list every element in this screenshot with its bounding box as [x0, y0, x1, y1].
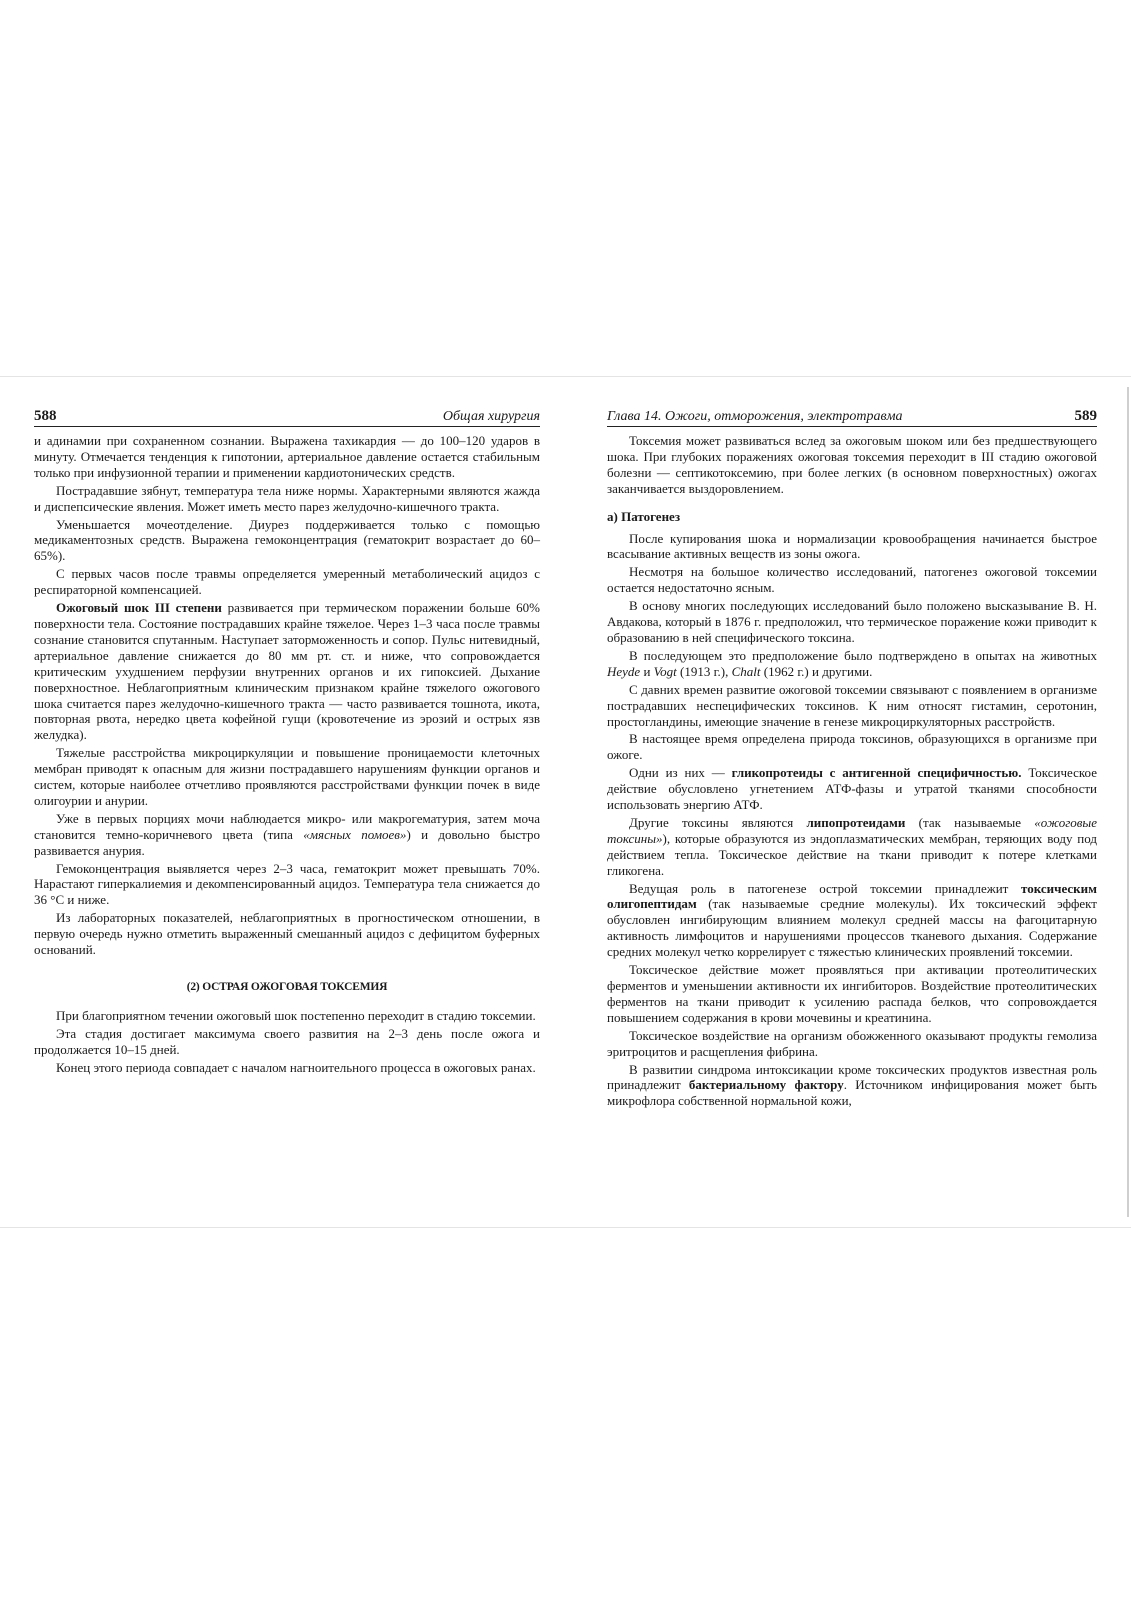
paragraph: Уже в первых порциях мочи наблюдается микро- или макрогематурия, затем моча становится темно-коричневого цвета (типа «мясных помоев») и довольно быстро развивается анурия. [34, 810, 540, 858]
bold-term: липопротеидами [806, 814, 906, 830]
bold-term: гликопротеиды с антигенной специфичностью. [731, 765, 1022, 781]
subheading: а) Патогенез [607, 508, 681, 524]
right-running-head [607, 405, 1097, 427]
bold-term: токсическим олигопептидам [607, 880, 1097, 912]
paragraph: С первых часов после травмы определяется умеренный метаболический ацидоз с респираторной компенсацией. [34, 566, 540, 598]
right-page-number: 589 [1074, 408, 1097, 424]
paragraph: В последующем это предположение было подтверждено в опытах на животных Heyde и Vogt (1913 г.), Chalt (1962 г.) и другими. [607, 647, 1097, 679]
left-running-title: Общая хирургия [442, 409, 540, 424]
paragraph: Токсическое воздействие на организм обожженного оказывают продукты гемолиза эритроцитов и расщепления фибрина. [607, 1027, 1097, 1059]
paragraph: После купирования шока и нормализации кровообращения начинается быстрое всасывание активных веществ из зоны ожога. [607, 530, 1097, 562]
italic-term: «мясных помоев» [303, 826, 407, 842]
paragraph: С давних времен развитие ожоговой токсемии связывают с появлением в организме пострадавших неспецифических токсинов. К ним относят гистамин, серотонин, простогландины, имеющие значение в генезе микроциркуляторных расстройств. [607, 681, 1097, 729]
left-page [34, 405, 540, 1078]
left-running-head [34, 405, 540, 427]
bold-term: Ожоговый шок III степени [56, 600, 222, 616]
page-edge [1127, 387, 1129, 1217]
paragraph: Эта стадия достигает максимума своего развития на 2–3 день после ожога и продолжается 10–15 дней. [34, 1025, 540, 1057]
paragraph: Ведущая роль в патогенезе острой токсемии принадлежит токсическим олигопептидам (так называемые средние молекулы). Их токсический эффект обусловлен ингибирующим влиянием молекул средней массы на фагоцитарную активность лимфоцитов и нарушениями процессов тканевого дыхания. Содержание средних молекул четко коррелирует с тяжестью клинических проявлений токсемии. [607, 880, 1097, 960]
paragraph: Несмотря на большое количество исследований, патогенез ожоговой токсемии остается недостаточно ясным. [607, 564, 1097, 596]
paragraph: При благоприятном течении ожоговый шок постепенно переходит в стадию токсемии. [56, 1007, 536, 1023]
paragraph: В развитии синдрома интоксикации кроме токсических продуктов известная роль принадлежит бактериальному фактору. Источником инфицирования может быть микрофлора собственной нормальной кожи, [607, 1061, 1097, 1109]
right-page [607, 405, 1097, 1111]
paragraph: Пострадавшие зябнут, температура тела ниже нормы. Характерными являются жажда и диспепсические явления. Может иметь место парез желудочно-кишечного тракта. [34, 482, 540, 514]
left-page-number: 588 [34, 408, 57, 424]
left-page-body [34, 433, 540, 1076]
italic-term: Chalt [731, 663, 761, 679]
book-spread [0, 376, 1131, 1228]
paragraph: В настоящее время определена природа токсинов, образующихся в организме при ожоге. [607, 731, 1097, 763]
paragraph: Токсическое действие может проявляться при активации протеолитических ферментов и уменьшении активности их ингибиторов. Воздействие протеолитических ферментов на ткани приводит к усилению распада белков, что сопровождается повышением содержания в крови мочевины и креатинина. [607, 962, 1097, 1025]
paragraph: Гемоконцентрация выявляется через 2–3 часа, гематокрит может превышать 70%. Нарастают гиперкалиемия и декомпенсированный ацидоз. Температура тела снижается до 36 °С и ниже. [34, 860, 540, 908]
section-heading: (2) ОСТРАЯ ОЖОГОВАЯ ТОКСЕМИЯ [186, 981, 388, 993]
paragraph: Токсемия может развиваться вслед за ожоговым шоком или без предшествующего шока. При глубоких поражениях ожоговая токсемия переходит в III стадию ожоговой болезни — септикотоксемию, при более легких (в основном поверхностных) ожогах заканчивается выздоровлением. [607, 433, 1097, 496]
paragraph: Одни из них — гликопротеиды с антигенной специфичностью. Токсическое действие обусловлено угнетением АТФ-фазы и утратой тканями способности использовать энергию АТФ. [607, 765, 1097, 813]
paragraph: и адинамии при сохраненном сознании. Выражена тахикардия — до 100–120 ударов в минуту. Отмечается тенденция к гипотонии, артериальное давление остается стабильным только при инфузионной терапии и применении кардиотонических средств. [34, 433, 540, 480]
right-page-body [607, 433, 1097, 1109]
paragraph: В основу многих последующих исследований было положено высказывание В. Н. Авдакова, который в 1876 г. предположил, что термическое поражение кожи приводит к образованию в ней специфического токсина. [607, 598, 1097, 645]
paragraph: Уменьшается мочеотделение. Диурез поддерживается только с помощью медикаментозных средств. Выражена гемоконцентрация (гематокрит возрастает до 60–65%). [34, 516, 540, 564]
right-running-title: Глава 14. Ожоги, отморожения, электротравма [607, 409, 903, 424]
italic-term: Heyde [607, 663, 641, 679]
paragraph: Другие токсины являются липопротеидами (так называемые «ожоговые токсины»), которые образуются из эндоплазматических мембран, теряющих воду под действием тепла. Токсическое действие на ткани приводит к потере клетками гликогена. [607, 814, 1097, 878]
paragraph: Ожоговый шок III степени развивается при термическом поражении больше 60% поверхности тела. Состояние пострадавших крайне тяжелое. Через 1–3 часа после травмы сознание становится спутанным. Наступает заторможенность и сопор. Пульс нитевидный, артериальное давление снижается до 80 мм рт. ст. и ниже, что сопровождается критическим ухудшением перфузии внутренних органов и их гипоксией. Дыхание поверхностное. Неблагоприятным клиническим признаком крайне тяжелого ожогового шока считается парез желудочно-кишечного тракта — часто развивается тошнота, икота, повторная рвота, нередко цвета кофейной гущи (кровотечение из эрозий и острых язв желудка). [34, 600, 540, 743]
italic-term: «ожоговые токсины» [607, 814, 1097, 846]
bold-term: бактериальному фактору [688, 1077, 844, 1093]
paragraph: Конец этого периода совпадает с началом нагноительного процесса в ожоговых ранах. [56, 1059, 536, 1075]
paragraph: Тяжелые расстройства микроциркуляции и повышение проницаемости клеточных мембран приводят к опасным для жизни пострадавшего нарушениям функции органов и систем, которые наиболее отчетливо проявляются расстройствами функции почек в виде олигоурии и анурии. [34, 745, 540, 808]
paragraph: Из лабораторных показателей, неблагоприятных в прогностическом отношении, в первую очередь нужно отметить выраженный смешанный ацидоз с дефицитом буферных оснований. [34, 910, 540, 958]
italic-term: Vogt [653, 663, 677, 679]
